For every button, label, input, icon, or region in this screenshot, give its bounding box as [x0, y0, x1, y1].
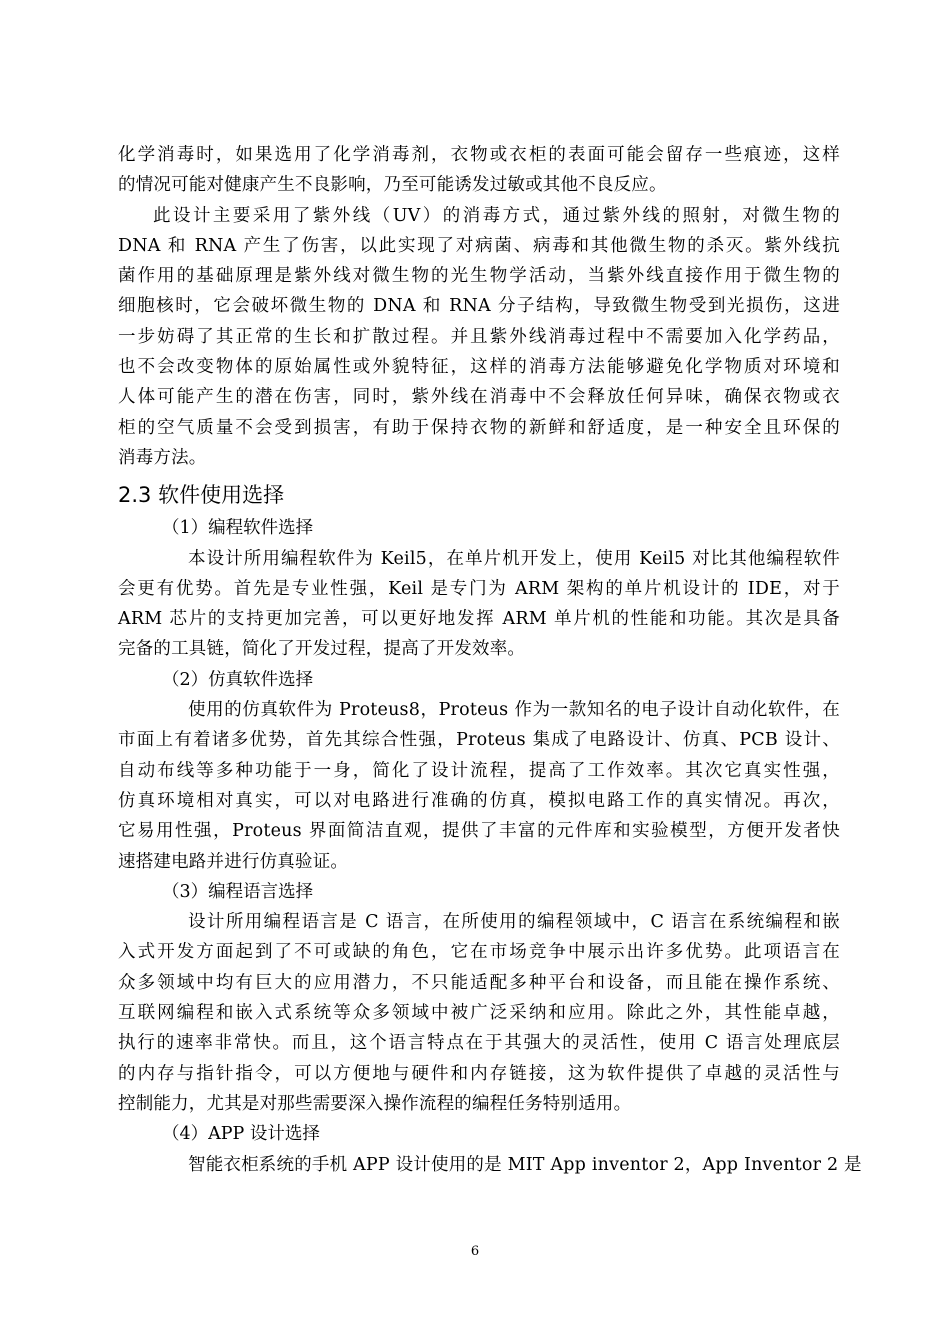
intro-paragraph — [118, 140, 840, 201]
uv-disinfection-paragraph — [118, 201, 840, 474]
paragraph-line: 的内存与指针指令，可以方便地与硬件和内存链接，这为软件提供了卓越的灵活性与 — [118, 1063, 840, 1084]
paragraph-line: 此设计主要采用了紫外线（UV）的消毒方式，通过紫外线的照射，对微生物的 — [153, 205, 840, 226]
paragraph-line: 本设计所用编程软件为 Keil5，在单片机开发上，使用 Keil5 对比其他编程软件 — [188, 548, 840, 569]
section-heading: 2.3 软件使用选择 — [118, 483, 285, 508]
paragraph-line: ARM 芯片的支持更加完善，可以更好地发挥 ARM 单片机的性能和功能。其次是具备 — [118, 609, 840, 630]
paragraph-line: 互联网编程和嵌入式系统等众多领域中被广泛采纳和应用。除此之外，其性能卓越， — [118, 1003, 840, 1024]
subsection-programming-language — [118, 877, 840, 1119]
paragraph-line: 它易用性强，Proteus 界面简洁直观，提供了丰富的元件库和实验模型，方便开发者快 — [118, 821, 840, 842]
paragraph-line: 执行的速率非常快。而且，这个语言特点在于其强大的灵活性，使用 C 语言处理底层 — [118, 1033, 840, 1054]
subsection-title: （4）APP 设计选择 — [162, 1124, 320, 1145]
paragraph-line: 柜的空气质量不会受到损害，有助于保持衣物的新鲜和舒适度，是一种安全且环保的 — [118, 417, 840, 438]
subsection-simulation-software — [118, 665, 840, 877]
paragraph-line: 自动布线等多种功能于一身，简化了设计流程，提高了工作效率。其次它真实性强， — [118, 760, 840, 781]
paragraph-line: DNA 和 RNA 产生了伤害，以此实现了对病菌、病毒和其他微生物的杀灭。紫外线抗 — [118, 235, 840, 256]
paragraph-line: 也不会改变物体的原始属性或外貌特征，这样的消毒方法能够避免化学物质对环境和 — [118, 357, 840, 378]
subsection-app-design — [118, 1119, 862, 1180]
paragraph-line: 的情况可能对健康产生不良影响，乃至可能诱发过敏或其他不良反应。 — [118, 175, 667, 196]
paragraph-line: 设计所用编程语言是 C 语言，在所使用的编程领域中，C 语言在系统编程和嵌 — [188, 912, 840, 933]
paragraph-line: 细胞核时，它会破坏微生物的 DNA 和 RNA 分子结构，导致微生物受到光损伤，这进 — [118, 296, 840, 317]
subsection-programming-software — [118, 513, 840, 664]
paragraph-line: 完备的工具链，简化了开发过程，提高了开发效率。 — [118, 639, 526, 660]
paragraph-line: 消毒方法。 — [118, 447, 207, 468]
paragraph-line: 众多领域中均有巨大的应用潜力，不只能适配多种平台和设备，而且能在操作系统、 — [118, 972, 840, 993]
paragraph-line: 智能衣柜系统的手机 APP 设计使用的是 MIT App inventor 2，App Inventor 2 是 — [188, 1154, 862, 1175]
document-page — [118, 140, 862, 1180]
paragraph-line: 仿真环境相对真实，可以对电路进行准确的仿真，模拟电路工作的真实情况。再次， — [118, 790, 840, 811]
paragraph-line: 会更有优势。首先是专业性强，Keil 是专门为 ARM 架构的单片机设计的 IDE，对于 — [118, 578, 840, 599]
paragraph-line: 入式开发方面起到了不可或缺的角色，它在市场竞争中展示出许多优势。此项语言在 — [118, 942, 840, 963]
page-number: 6 — [470, 1244, 480, 1259]
paragraph-line: 控制能力，尤其是对那些需要深入操作流程的编程任务特别适用。 — [118, 1093, 632, 1114]
paragraph-line: 速搭建电路并进行仿真验证。 — [118, 851, 349, 872]
subsection-title: （3）编程语言选择 — [162, 881, 314, 902]
subsection-title: （1）编程软件选择 — [162, 518, 314, 539]
paragraph-line: 一步妨碍了其正常的生长和扩散过程。并且紫外线消毒过程中不需要加入化学药品， — [118, 326, 840, 347]
paragraph-line: 菌作用的基础原理是紫外线对微生物的光生物学活动，当紫外线直接作用于微生物的 — [118, 266, 840, 287]
paragraph-line: 使用的仿真软件为 Proteus8，Proteus 作为一款知名的电子设计自动化软件，在 — [188, 700, 840, 721]
paragraph-line: 化学消毒时，如果选用了化学消毒剂，衣物或衣柜的表面可能会留存一些痕迹，这样 — [118, 145, 840, 165]
paragraph-line: 市面上有着诸多优势，首先其综合性强，Proteus 集成了电路设计、仿真、PCB 设计、 — [118, 730, 840, 751]
subsection-title: （2）仿真软件选择 — [162, 669, 314, 690]
paragraph-line: 人体可能产生的潜在伤害，同时，紫外线在消毒中不会释放任何异味，确保衣物或衣 — [118, 387, 840, 408]
